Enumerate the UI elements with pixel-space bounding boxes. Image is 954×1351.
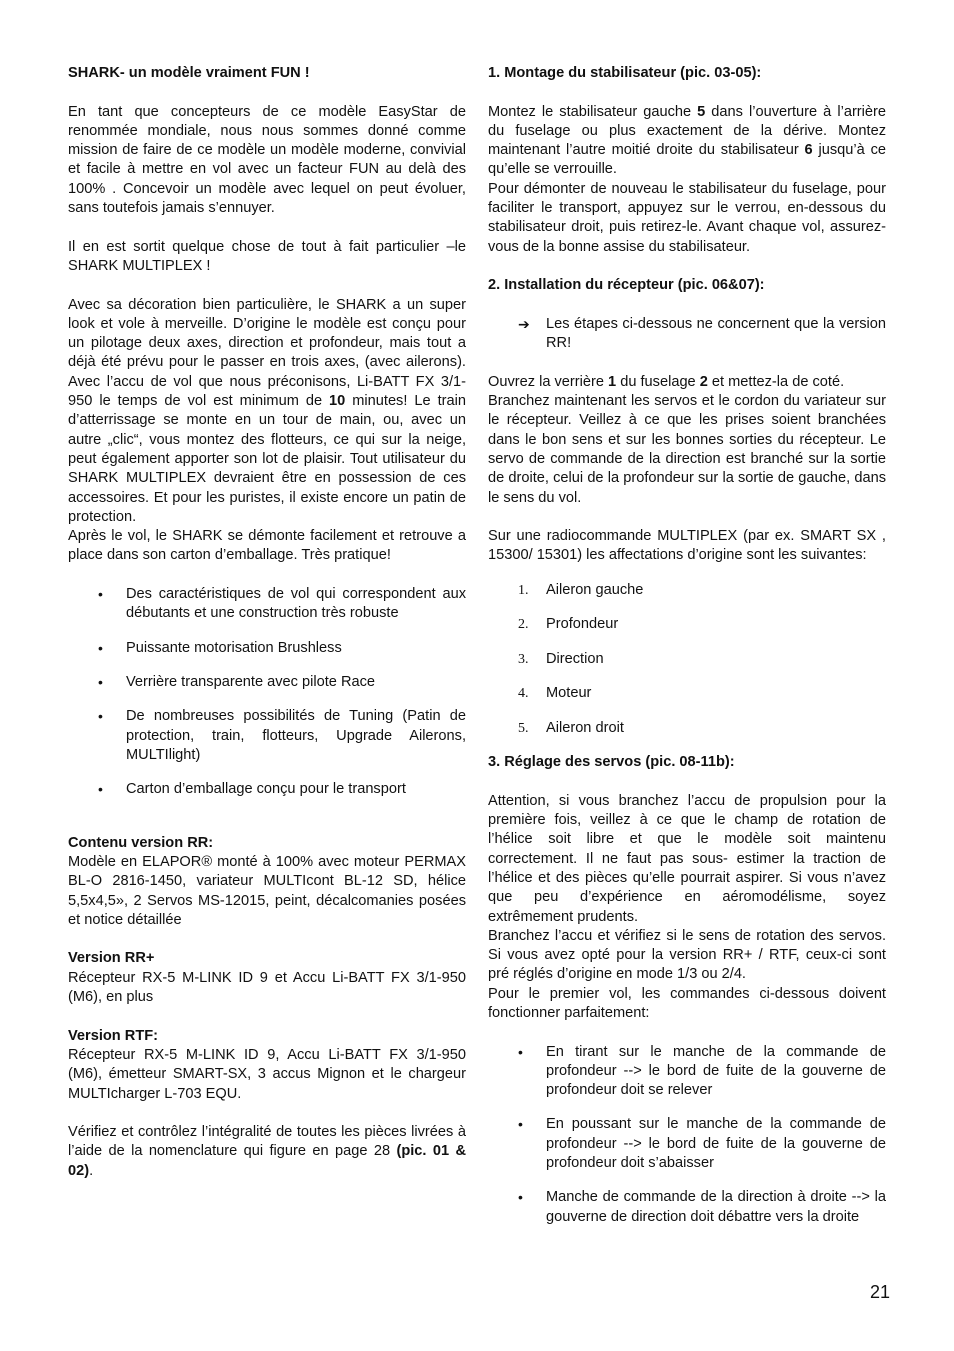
section-3-heading: 3. Réglage des servos (pic. 08-11b): (488, 754, 735, 771)
list-item: • En poussant sur le manche de la commande de profondeur --> le bord de fuite de la gouverne de profondeur doit s’abaisser (518, 1116, 886, 1172)
list-item: • Carton d’emballage conçu pour le transport (68, 780, 466, 799)
rr-note: ➔ Les étapes ci-dessous ne concernent que la version RR! (518, 315, 886, 352)
features-list (68, 585, 466, 799)
list-item: 2. Profondeur (518, 616, 619, 633)
bullet-icon: • (98, 639, 103, 656)
channel-list (488, 581, 886, 738)
left-column (68, 64, 466, 1181)
after-flight-paragraph: Après le vol, le SHARK se démonte facilement et retrouve a place dans son carton d’emballage. Très pratique! (68, 528, 466, 564)
section-3-warning-paragraph: Attention, si vous branchez l’accu de propulsion pour la première fois, veillez à ce que le champ de rotation de l’hélice soit libre et que le modèle soit maintenu correctement. Il ne faut pas sous- estimer la traction de l’hélice et des pièces qu’elle pourrait aspirer. Si vous n’avez que peu d’expérience en aéromodélisme, soyez extrêmement prudents. (488, 792, 886, 925)
rrplus-paragraph: Récepteur RX-5 M-LINK ID 9 et Accu Li-BATT FX 3/1-950 (M6), en plus (68, 969, 466, 1006)
list-item: • Des caractéristiques de vol qui correspondent aux débutants et une construction très robuste (98, 586, 466, 622)
bullet-icon: • (98, 708, 103, 725)
page-title: SHARK- un modèle vraiment FUN ! (68, 65, 310, 81)
list-item: • De nombreuses possibilités de Tuning (Patin de protection, train, flotteurs, Upgrade Ailerons, MULTIlight) (98, 708, 466, 763)
list-item: 5. Aileron droit (518, 719, 624, 736)
bullet-icon: • (518, 1043, 523, 1060)
flight-minutes: 10 (329, 393, 346, 410)
list-item: • Puissante motorisation Brushless (68, 639, 466, 658)
right-column (488, 64, 886, 1242)
section-2-paragraph: Ouvrez la verrière 1 du fuselage 2 et mettez-la de coté. (488, 373, 845, 390)
section-2-wiring-paragraph: Branchez maintenant les servos et le cordon du variateur sur le récepteur. Veillez à ce que les prises soient branchées dans le bon sens et sur les bonnes sorties du récepteur. Le servo de commande de la direction est branché sur la sortie de droite, celui de la profondeur sur la sortie de gauche, dans le sens du vol. (488, 393, 886, 506)
section-1-heading: 1. Montage du stabilisateur (pic. 03-05): (488, 65, 762, 81)
list-item: 1. Aileron gauche (518, 581, 644, 598)
bullet-icon: • (98, 586, 103, 603)
section-3-first-flight-paragraph: Pour le premier vol, les commandes ci-dessous doivent fonctionner parfaitement: (488, 985, 886, 1021)
bullet-icon: • (518, 1189, 523, 1206)
section-1-paragraph: Montez le stabilisateur gauche 5 dans l’ouverture à l’arrière du fuselage ou plus exactement de la dérive. Montez maintenant l’autre moitié droite du stabilisateur 6 jusqu’à ce qu’elle se verrouille. (488, 103, 886, 178)
list-item: • En tirant sur le manche de la commande de profondeur --> le bord de fuite de la gouverne de profondeur doit se relever (518, 1043, 886, 1099)
rtf-heading: Version RTF: (68, 1027, 159, 1044)
section-2-radio-paragraph: Sur une radiocommande MULTIPLEX (par ex. SMART SX , 15300/ 15301) les affectations d’origine sont les suivantes: (488, 528, 886, 564)
list-item: • Verrière transparente avec pilote Race (68, 673, 466, 692)
intro-paragraph: En tant que concepteurs de ce modèle EasyStar de renommée mondiale, nous nous sommes donné comme mission de faire de ce modèle un modèle moderne, convivial et facile à mettre en vol avec un facteur FUN au delà des 100% . Concevoir un modèle avec lequel on peut évoluer, sans toutefois jamais s’ennuyer. (68, 103, 466, 217)
rrplus-heading: Version RR+ (68, 950, 155, 967)
list-item: 4. Moteur (518, 685, 592, 702)
verify-paragraph: Vérifiez et contrôlez l’intégralité de toutes les pièces livrées à l’aide de la nomenclature qui figure en page 28 (pic. 01 & 02). (68, 1124, 466, 1179)
result-paragraph: Il en est sortit quelque chose de tout à fait particulier –le SHARK MULTIPLEX ! (68, 238, 466, 274)
bullet-icon: • (98, 673, 103, 690)
section-1-disassembly-paragraph: Pour démonter de nouveau le stabilisateur du fuselage, pour faciliter le transport, appuyez sur le verrou, en-dessous du stabilisateur droit, puis retirez-le. Avant chaque vol, assurez-vous de la bonne assise du stabilisateur. (488, 180, 886, 255)
arrow-right-icon: ➔ (518, 315, 530, 332)
bullet-icon: • (98, 781, 103, 798)
bullet-icon: • (518, 1116, 523, 1133)
list-item: 3. Direction (518, 650, 604, 667)
page-number: 21 (869, 1282, 890, 1302)
rr-paragraph: Modèle en ELAPOR® monté à 100% avec moteur PERMAX BL-O 2816-1450, variateur MULTIcont BL-12 SD, hélice 5,5x4,5», 2 Servos MS-12015, peint, décalcomanies posées et notice détaillée (68, 853, 466, 928)
list-item: • Manche de commande de la direction à droite --> la gouverne de direction doit débattre vers la droite (518, 1189, 886, 1225)
rtf-paragraph: Récepteur RX-5 M-LINK ID 9, Accu Li-BATT FX 3/1-950 (M6), émetteur SMART-SX, 3 accus Mignon et le chargeur MULTIcharger L-703 EQU. (68, 1046, 466, 1102)
section-3-direction-paragraph: Branchez l’accu et vérifiez si le sens de rotation des servos. Si vous avez opté pour la version RR+ / RTF, ceux-ci sont pré réglés d’origine en mode 1/3 ou 2/4. (488, 927, 886, 983)
picture-reference: (pic. 01 & 02) (68, 1143, 466, 1179)
rr-heading: Contenu version RR: (68, 834, 214, 851)
section-2-heading: 2. Installation du récepteur (pic. 06&07): (488, 277, 765, 294)
control-check-list (488, 1043, 886, 1227)
decoration-paragraph: Avec sa décoration bien particulière, le SHARK a un super look et vole à merveille. D’origine le modèle est conçu pour un pilotage deux axes, direction et profondeur, mais tout a déjà été prévu pour le passer en trois axes, (avec ailerons). Avec l’accu de vol que nous préconisons, Li-BATT FX 3/1-950 le temps de vol est minimum de 10 minutes! Le train d’atterrissage se monte en un tour de main, ou, avec un autre „clic“, vous montez des flotteurs, ce qui sur la neige, peut également apporter son lot de plaisir. Tout utilisateur du SHARK MULTIPLEX devraient être en possession de ces accessoires. Et pour les puristes, il existe encore un patin de protection. (68, 296, 466, 525)
